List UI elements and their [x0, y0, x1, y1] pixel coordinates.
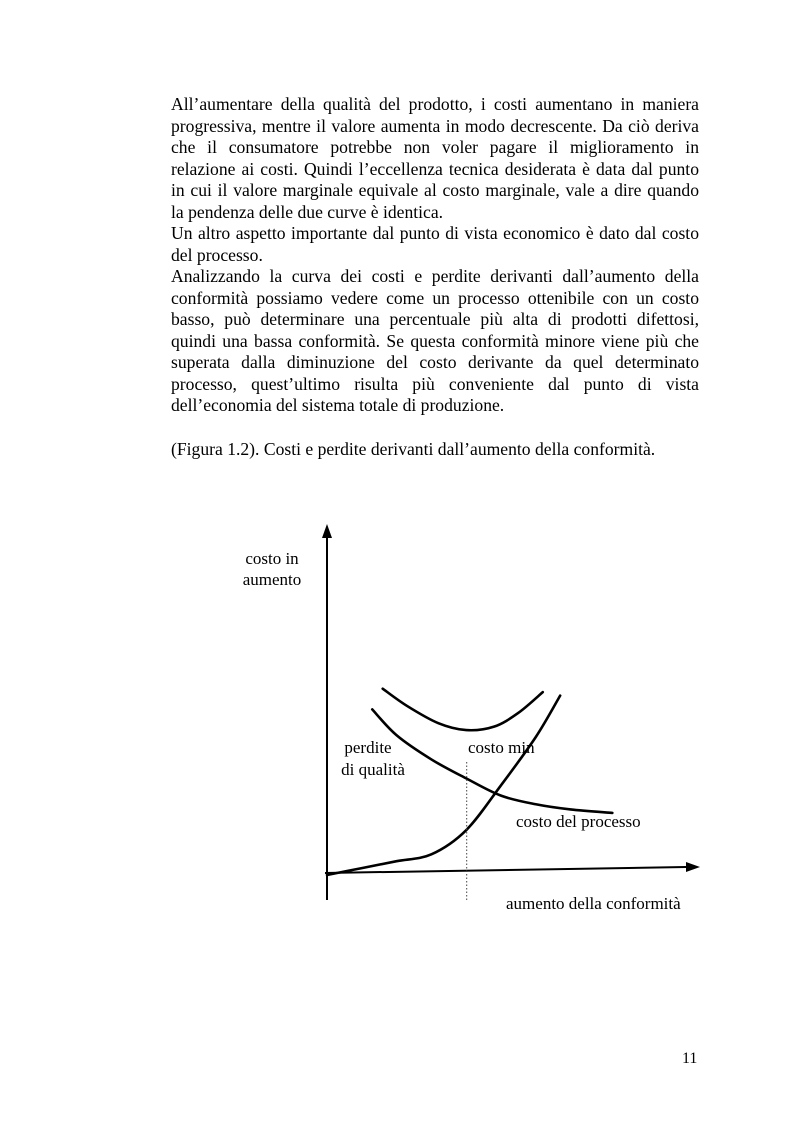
page-number: 11: [682, 1050, 698, 1067]
quality-loss-label-line1: perdite: [344, 738, 392, 757]
paragraph: Un altro aspetto importante dal punto di vista economico è dato dal costo del processo.: [171, 223, 699, 265]
y-axis-label-line2: aumento: [242, 570, 302, 589]
x-axis-arrow: [686, 862, 700, 872]
chart-axes: [322, 524, 700, 900]
x-axis: [325, 867, 686, 873]
process-cost-label: costo del processo: [516, 812, 641, 831]
paragraph: Analizzando la curva dei costi e perdite derivanti dall’aumento della conformità possiamo vedere come un processo ottenibile con un costo basso, può determinare una percentuale più alta di prodotti difettosi, quindi una bassa conformità. Se questa conformità minore viene più che superata dalla diminuzione del costo derivante da quel determinato processo, quest’ultimo risulta più conveniente dal punto di vista dell’economia del sistema totale di produzione.: [171, 266, 699, 415]
y-axis-arrow: [322, 524, 332, 538]
quality-loss-label-line2: di qualità: [341, 760, 405, 779]
figure-caption: (Figura 1.2). Costi e perdite derivanti dall’aumento della conformità.: [171, 439, 656, 459]
paragraph: All’aumentare della qualità del prodotto, i costi aumentano in maniera progressiva, mentre il valore aumenta in modo decrescente. Da ciò deriva che il consumatore potrebbe non voler pagare il miglioramento in relazione ai costi. Quindi l’eccellenza tecnica desiderata è data dal punto in cui il valore marginale equivale al costo marginale, vale a dire quando la pendenza delle due curve è identica.: [171, 94, 699, 222]
y-axis-label-line1: costo in: [245, 549, 299, 568]
min-cost-label: costo min: [468, 738, 535, 757]
process-cost-curve: [327, 696, 560, 875]
total-cost-curve: [383, 689, 543, 731]
x-axis-label: aumento della conformità: [506, 894, 681, 913]
